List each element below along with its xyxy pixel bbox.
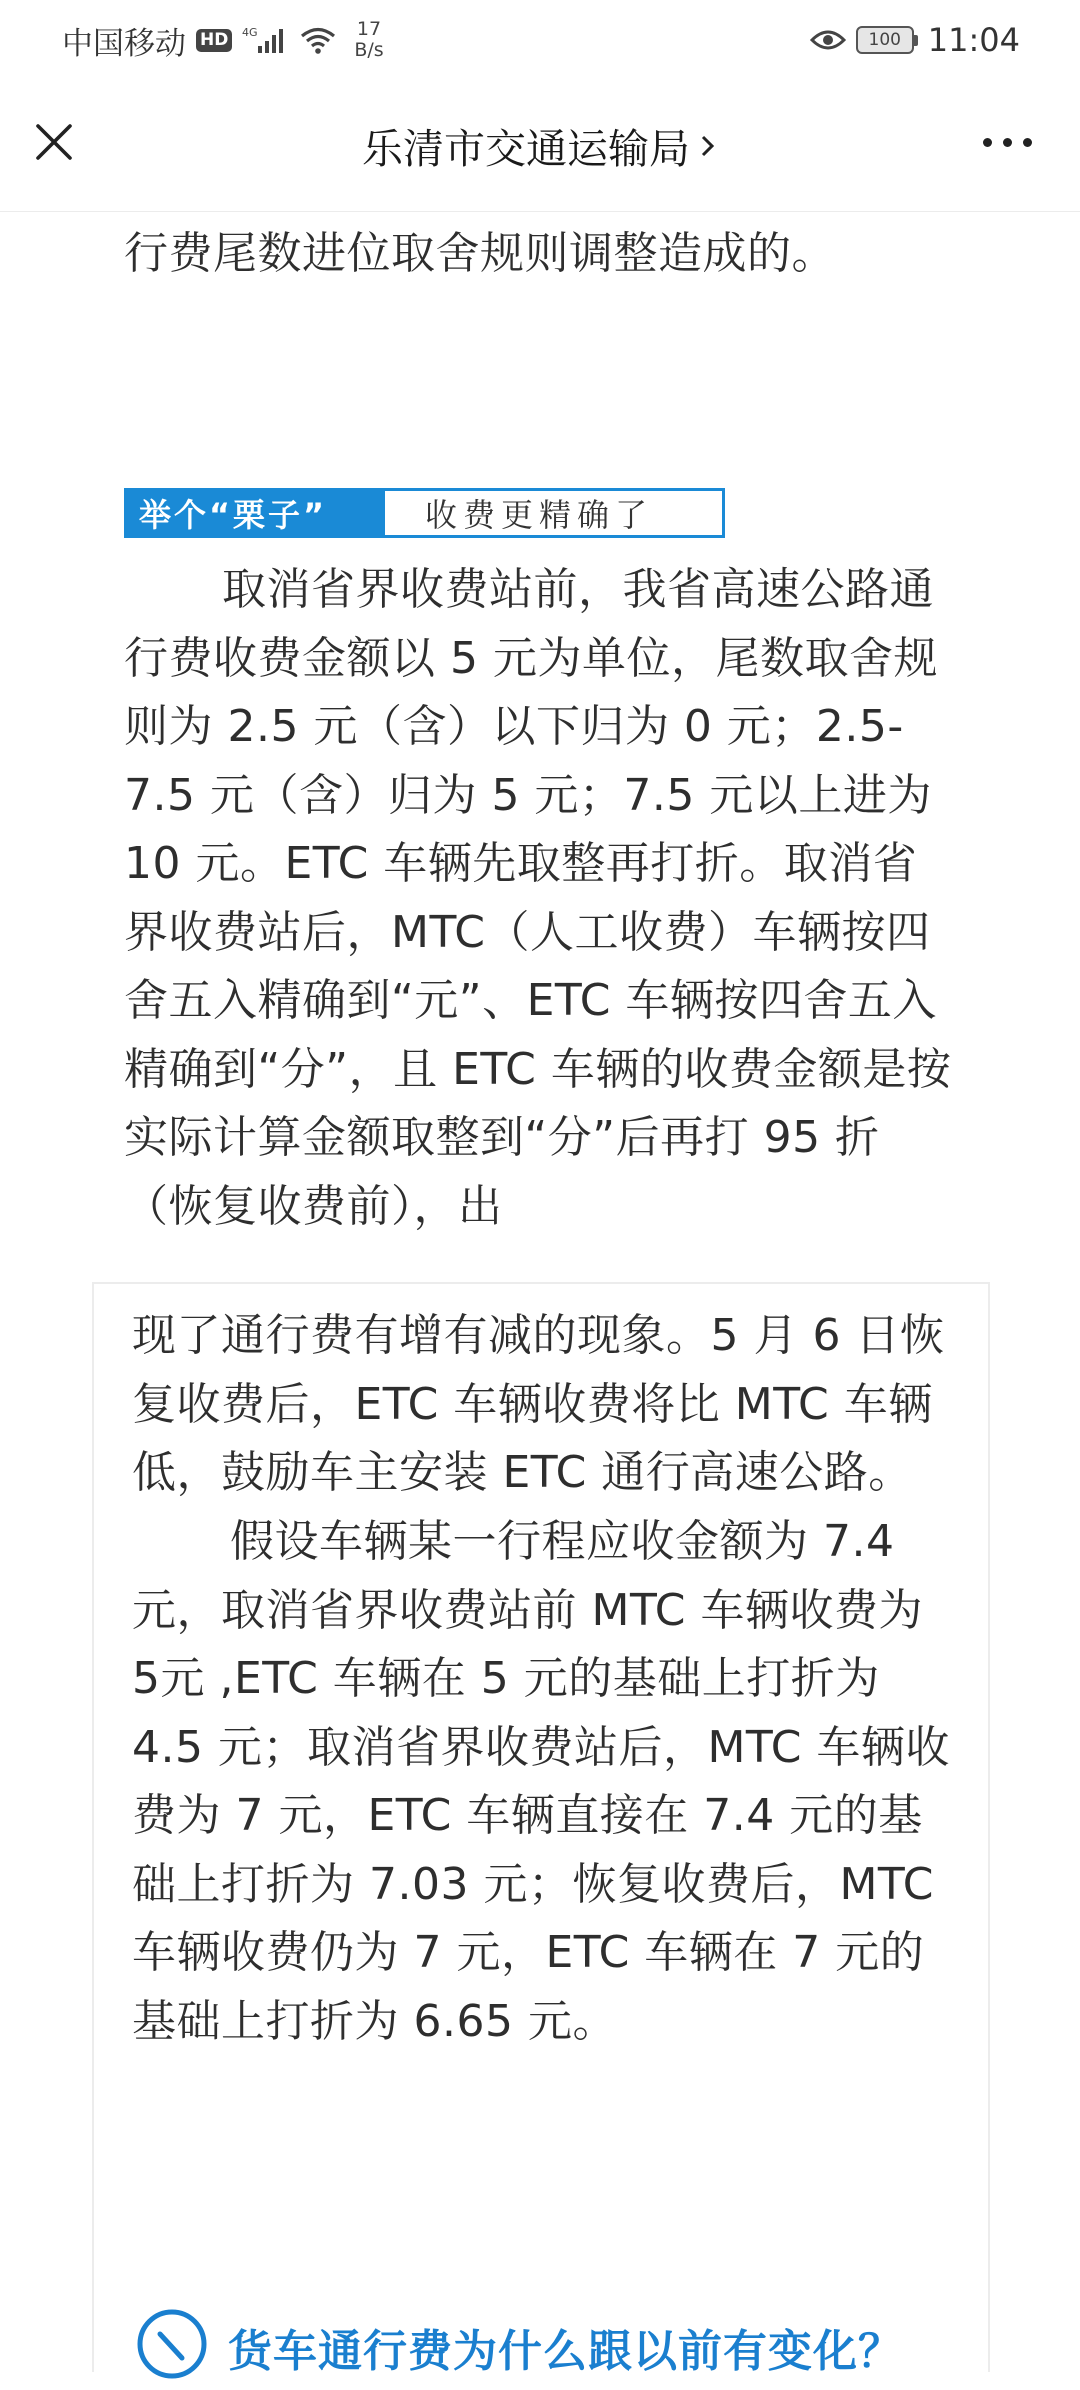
article-paragraph-top: 行费尾数进位取舍规则调整造成的。 [124, 228, 836, 279]
article-paragraph-3: 假设车辆某一行程应收金额为 7.4 元，取消省界收费站前 MTC 车辆收费为 5元 ,ETC 车辆在 5 元的基础上打折为 4.5 元；取消省界收费站后，MTC 车辆收费为 7 元，ETC 车辆直接在 7.4 元的基础上打折为 7.03 元；恢复收费后，MTC 车辆收费仍为 7 元，ETC 车辆在 7 元的基础上打折为 6.65 元。 [132, 1516, 950, 2047]
more-dot [1023, 138, 1032, 147]
nav-title-area[interactable] [0, 116, 1080, 175]
eye-icon [810, 27, 846, 53]
net-speed-value: 17 [356, 18, 382, 40]
more-dot [1003, 138, 1012, 147]
section-title: 货车通行费为什么跟以前有变化？ [228, 2326, 903, 2377]
more-dots-icon[interactable] [983, 138, 1032, 147]
wifi-icon [298, 25, 338, 55]
battery-cap [914, 35, 918, 46]
article-paragraph-2: 现了通行费有增有减的现象。5 月 6 日恢复收费后，ETC 车辆收费将比 MTC 车辆低，鼓励车主安装 ETC 通行高速公路。 [132, 1310, 945, 1498]
nav-bar [0, 80, 1080, 212]
section-heading [132, 2304, 903, 2390]
article-paragraph-1: 取消省界收费站前，我省高速公路通行费收费金额以 5 元为单位，尾数取舍规则为 2.5 元（含）以下归为 0 元；2.5-7.5 元（含）归为 5 元；7.5 元以上进为 10 元。ETC 车辆先取整再打折。取消省界收费站后，MTC（人工收费）车辆按四舍五入精确到“元”、ETC 车辆按四舍五入精确到“分”，且 ETC 车辆的收费金额是按实际计算金额取整到“分”后再打 95 折（恢复收费前），出 [124, 564, 952, 1232]
article-image-card [92, 1282, 990, 2377]
example-tag-subtitle: 收费更精确了 [385, 491, 722, 535]
hd-badge: HD [196, 29, 232, 52]
more-dot [983, 138, 992, 147]
clock: 11:04 [927, 21, 1020, 59]
net-speed-unit: B/s [354, 39, 384, 61]
carrier-name: 中国移动 [62, 25, 186, 62]
net-speed [354, 19, 383, 61]
search-magnifier-icon [132, 2304, 218, 2390]
battery-indicator [856, 26, 918, 54]
status-bar [0, 0, 1080, 80]
signal-icon [242, 25, 288, 55]
status-right [800, 21, 1020, 59]
battery-level: 100 [856, 26, 914, 54]
article-content[interactable] [0, 212, 1080, 2377]
example-tag [124, 488, 725, 538]
signal-label: 4G [242, 26, 258, 39]
chevron-right-icon [698, 131, 718, 161]
account-title[interactable]: 乐清市交通运输局 [362, 125, 690, 173]
example-tag-label: 举个“栗子” [127, 491, 385, 535]
status-left [62, 18, 394, 63]
